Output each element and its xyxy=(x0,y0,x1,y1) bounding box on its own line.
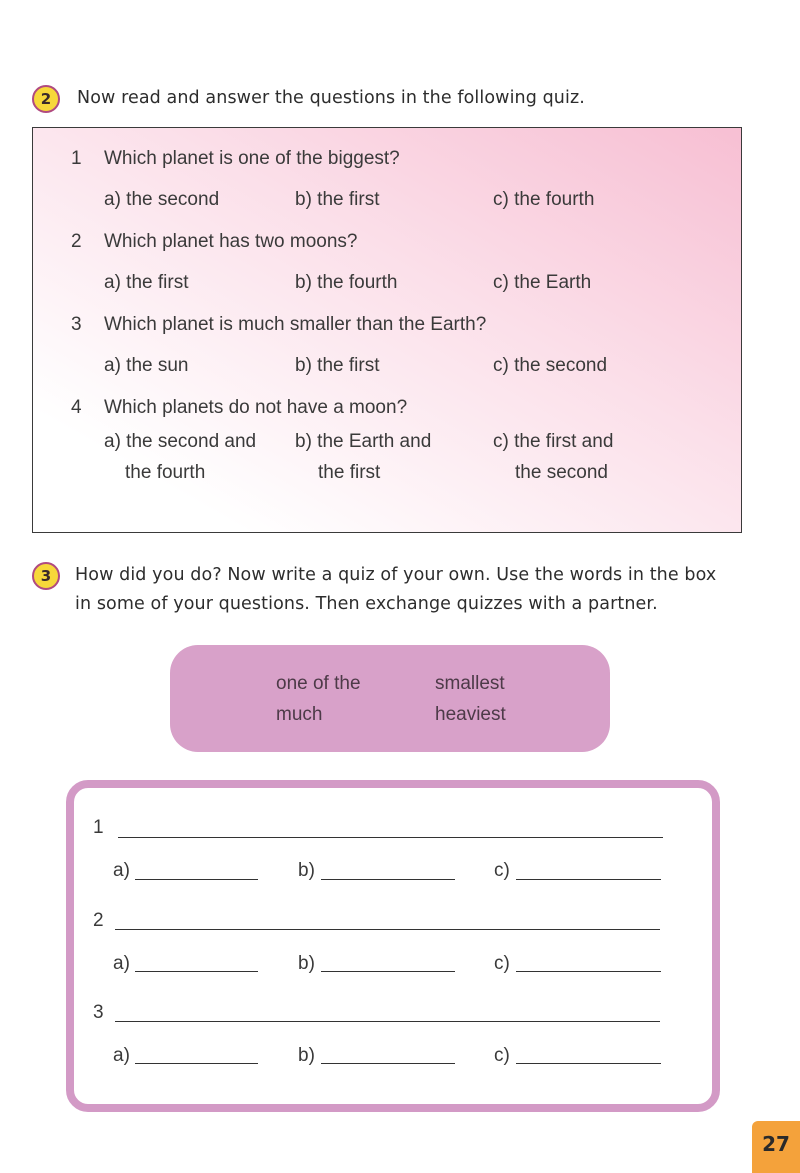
quiz-box xyxy=(32,127,742,533)
question-2-option-b: b) the fourth xyxy=(295,272,398,293)
question-2-number: 2 xyxy=(71,231,82,252)
word-heaviest: heaviest xyxy=(435,704,506,725)
answer-1-line-c[interactable] xyxy=(516,879,661,880)
answer-2-label-b: b) xyxy=(298,953,315,974)
answer-2-label-c: c) xyxy=(494,953,510,974)
answer-2-line-c[interactable] xyxy=(516,971,661,972)
word-one-of-the: one of the xyxy=(276,673,361,694)
answer-2-line-a[interactable] xyxy=(135,971,258,972)
answer-question-3-line[interactable] xyxy=(115,1021,660,1022)
answer-question-1-number: 1 xyxy=(93,817,104,838)
question-2-option-c: c) the Earth xyxy=(493,272,592,293)
answer-1-label-b: b) xyxy=(298,860,315,881)
question-1-text: Which planet is one of the biggest? xyxy=(104,148,400,169)
answer-2-line-b[interactable] xyxy=(321,971,455,972)
answer-1-label-c: c) xyxy=(494,860,510,881)
answer-3-line-c[interactable] xyxy=(516,1063,661,1064)
question-3-text: Which planet is much smaller than the Earth? xyxy=(104,314,487,335)
answer-3-label-b: b) xyxy=(298,1045,315,1066)
answer-3-line-b[interactable] xyxy=(321,1063,455,1064)
answer-question-2-line[interactable] xyxy=(115,929,660,930)
answer-question-2-number: 2 xyxy=(93,910,104,931)
word-much: much xyxy=(276,704,323,725)
answer-1-line-a[interactable] xyxy=(135,879,258,880)
question-4-number: 4 xyxy=(71,397,82,418)
answer-3-line-a[interactable] xyxy=(135,1063,258,1064)
question-4-option-b: b) the Earth and xyxy=(295,431,432,452)
question-4-option-a: a) the second and xyxy=(104,431,257,452)
answer-3-label-a: a) xyxy=(113,1045,130,1066)
answer-1-label-a: a) xyxy=(113,860,130,881)
answer-question-1-line[interactable] xyxy=(118,837,663,838)
exercise-3-instruction-line-2: in some of your questions. Then exchange quizzes with a partner. xyxy=(75,594,658,614)
question-4-option-c-cont: the second xyxy=(515,462,608,483)
question-1-option-c: c) the fourth xyxy=(493,189,595,210)
answer-question-3-number: 3 xyxy=(93,1002,104,1023)
exercise-2-badge: 2 xyxy=(32,85,60,113)
question-4-option-c: c) the first and xyxy=(493,431,614,452)
question-2-text: Which planet has two moons? xyxy=(104,231,358,252)
question-3-option-a: a) the sun xyxy=(104,355,189,376)
question-4-text: Which planets do not have a moon? xyxy=(104,397,408,418)
word-smallest: smallest xyxy=(435,673,505,694)
exercise-3-instruction-line-1: How did you do? Now write a quiz of your own. Use the words in the box xyxy=(75,565,717,585)
exercise-2-instruction: Now read and answer the questions in the following quiz. xyxy=(77,88,585,108)
question-2-option-a: a) the first xyxy=(104,272,189,293)
question-4-option-a-cont: the fourth xyxy=(125,462,206,483)
answer-1-line-b[interactable] xyxy=(321,879,455,880)
question-3-option-b: b) the first xyxy=(295,355,380,376)
answer-3-label-c: c) xyxy=(494,1045,510,1066)
page-number: 27 xyxy=(752,1121,800,1173)
question-1-option-a: a) the second xyxy=(104,189,220,210)
question-4-option-b-cont: the first xyxy=(318,462,381,483)
question-3-number: 3 xyxy=(71,314,82,335)
answer-2-label-a: a) xyxy=(113,953,130,974)
question-1-option-b: b) the first xyxy=(295,189,380,210)
exercise-3-badge: 3 xyxy=(32,562,60,590)
question-1-number: 1 xyxy=(71,148,82,169)
question-3-option-c: c) the second xyxy=(493,355,608,376)
word-box xyxy=(170,645,610,752)
